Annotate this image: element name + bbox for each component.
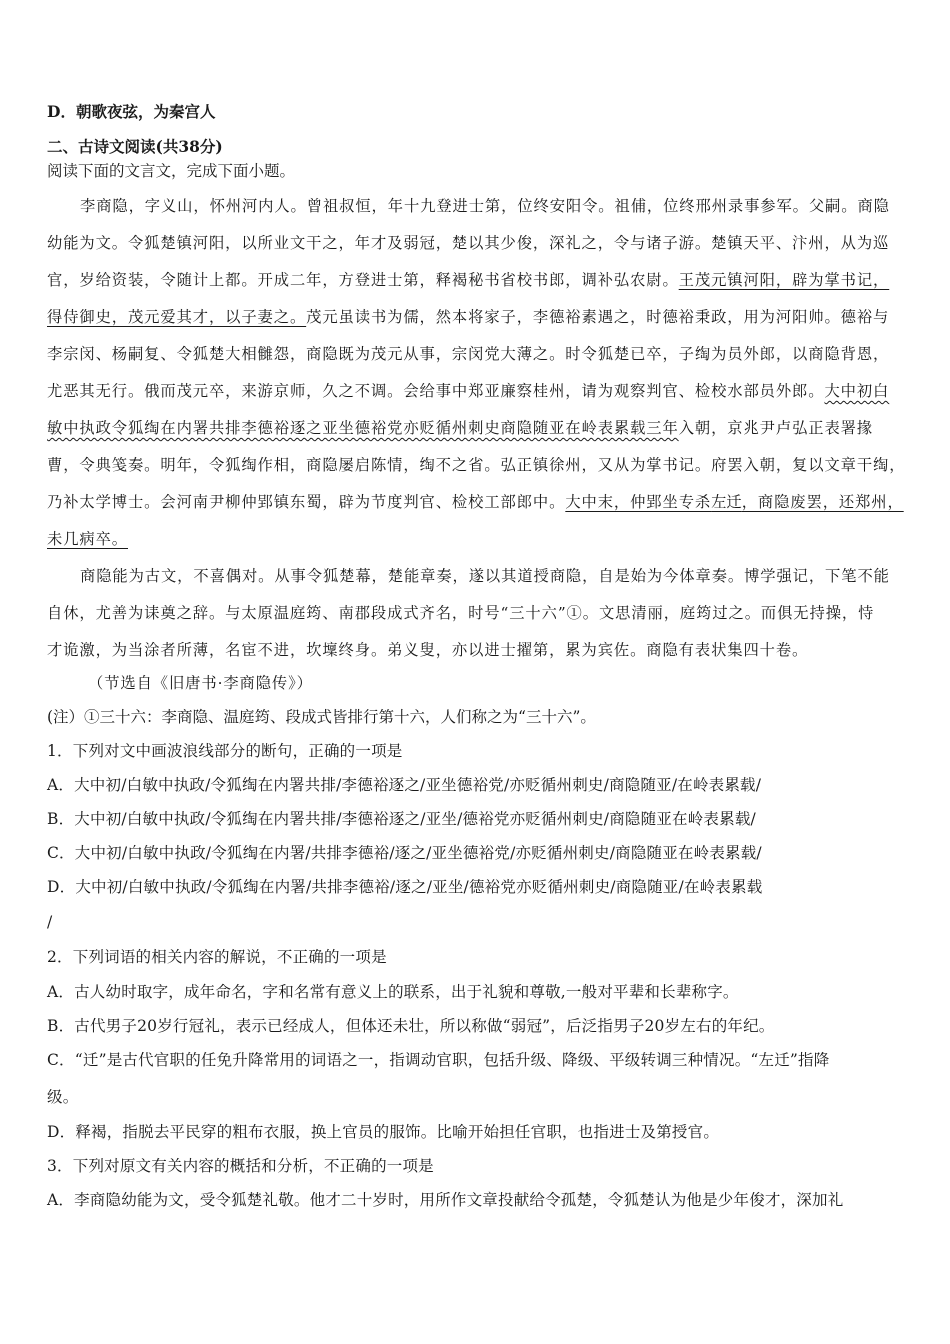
passage-line xyxy=(47,307,889,327)
passage-line xyxy=(47,492,904,512)
question-3-stem: 3．下列对原文有关内容的概括和分析，不正确的一项是 xyxy=(47,1157,434,1175)
underlined-sentence: 大中末，仲郢坐专杀 xyxy=(565,493,712,511)
wavy-line-segment: 大中初白 xyxy=(824,382,890,400)
section-heading: 二、古诗文阅读(共38分) xyxy=(47,137,223,156)
underlined-sentence: 左迁 xyxy=(711,493,742,511)
passage-line: 自休，尤善为诔奠之辞。与太原温庭筠、南郡段成式齐名，时号“三十六”①。文思清丽，庭筠过之。而俱无持操，恃 xyxy=(47,604,875,622)
passage-line xyxy=(47,529,128,549)
question-2-option-c: C．“迁”是古代官职的任免升降常用的词语之一，指调动官职，包括升级、降级、平级转调三种情况。“左迁”指降 xyxy=(47,1051,830,1069)
underlined-sentence: ，商隐废罢，还郑州， xyxy=(741,493,904,511)
question-2-option-d: D．释褐，指脱去平民穿的粗布衣服，换上官员的服饰。比喻开始担任官职，也指进士及第授官。 xyxy=(47,1123,720,1141)
passage-line: 幼能为文。令狐楚镇河阳，以所业文干之，年才及弱冠，楚以其少俊，深礼之，令与诸子游。楚镇天平、汴州，从为巡 xyxy=(47,234,890,252)
question-2-option-c-continued: 级。 xyxy=(47,1088,79,1106)
underlined-sentence: 未几病卒。 xyxy=(47,530,128,548)
passage-line: 曹，令典笺奏。明年，令狐绹作相，商隐屡启陈情，绹不之省。弘正镇徐州，又从为掌书记。府罢入朝，复以文章干绹， xyxy=(47,456,906,474)
passage-line: 商隐能为古文，不喜偶对。从事令狐楚幕，楚能章奏，遂以其道授商隐，自是始为今体章奏。博学强记，下笔不能 xyxy=(80,567,890,585)
passage-source: （节选自《旧唐书·李商隐传》） xyxy=(88,674,313,692)
passage-line xyxy=(47,381,889,401)
passage-line xyxy=(47,270,889,290)
question-1-option-d-continued: / xyxy=(47,913,53,931)
passage-line xyxy=(47,418,873,438)
wavy-line-segment: 敏中执政令狐绹在内署共排李德裕逐之亚坐德裕党亦贬循州刺史商隐随亚在岭表累载三年 xyxy=(47,419,679,437)
passage-line: 李商隐，字义山，怀州河内人。曾祖叔恒，年十九登进士第，位终安阳令。祖俌，位终邢州录事参军。父嗣。商隐 xyxy=(80,197,890,215)
underlined-sentence: 王茂元镇河阳，辟为掌书记， xyxy=(678,271,890,289)
question-1-option-c: C．大中初/白敏中执政/令狐绹在内署/共排李德裕/逐之/亚坐德裕党/亦贬循州刺史/商隐随亚在岭表累载/ xyxy=(47,844,762,862)
passage-text: 尤恶其无行。俄而茂元卒，来游京师，久之不调。会给事中郑亚廉察桂州，请为观察判官、检校水部员外郎。 xyxy=(47,382,825,400)
question-1-stem: 1．下列对文中画波浪线部分的断句，正确的一项是 xyxy=(47,742,403,760)
underlined-sentence: 得侍御史，茂元爱其才，以子妻之。 xyxy=(47,308,307,326)
footnote: (注）①三十六：李商隐、温庭筠、段成式皆排行第十六，人们称之为“三十六”。 xyxy=(47,708,596,726)
question-2-stem: 2．下列词语的相关内容的解说，不正确的一项是 xyxy=(47,948,387,966)
question-3-option-a: A．李商隐幼能为文，受令狐楚礼敬。他才二十岁时，用所作文章投献给令孤楚，令狐楚认为他是少年俊才，深加礼 xyxy=(47,1191,844,1209)
previous-option-d: D．朝歌夜弦，为秦宫人 xyxy=(47,102,216,121)
passage-text: 入朝，京兆尹卢弘正表署掾 xyxy=(678,419,874,437)
question-1-option-d: D．大中初/白敏中执政/令狐绹在内署/共排李德裕/逐之/亚坐/德裕党亦贬循州刺史/商隐随亚/在岭表累载 xyxy=(47,878,763,896)
question-2-option-b: B．古代男子20岁行冠礼，表示已经成人，但体还未壮，所以称做“弱冠”，后泛指男子20岁左右的年纪。 xyxy=(47,1017,775,1035)
question-2-option-a: A．古人幼时取字，成年命名，字和名常有意义上的联系，出于礼貌和尊敬,一般对平辈和长辈称字。 xyxy=(47,983,739,1001)
passage-text: 茂元虽读书为儒，然本将家子，李德裕素遇之，时德裕秉政，用为河阳帅。德裕与 xyxy=(306,308,890,326)
question-1-option-b: B．大中初/白敏中执政/令狐绹在内署共排/李德裕逐之/亚坐/德裕党亦贬循州刺史/商隐随亚在岭表累载/ xyxy=(47,810,756,828)
section-instruction: 阅读下面的文言文，完成下面小题。 xyxy=(47,162,296,180)
question-1-option-a: A．大中初/白敏中执政/令狐绹在内署共排/李德裕逐之/亚坐德裕党/亦贬循州刺史/商隐随亚/在岭表累载/ xyxy=(47,776,762,794)
passage-line: 李宗闵、杨嗣复、令狐楚大相雠怨，商隐既为茂元从事，宗闵党大薄之。时令狐楚已卒，子绹为员外郎，以商隐背恩， xyxy=(47,345,890,363)
passage-text: 官，岁给资装，令随计上都。开成二年，方登进士第，释褐秘书省校书郎，调补弘农尉。 xyxy=(47,271,679,289)
passage-line: 才诡激，为当涂者所薄，名宦不进，坎壈终身。弟义叟，亦以进士擢第，累为宾佐。商隐有表状集四十卷。 xyxy=(47,641,809,659)
passage-text: 乃补太学博士。会河南尹柳仲郢镇东蜀，辟为节度判官、检校工部郎中。 xyxy=(47,493,566,511)
